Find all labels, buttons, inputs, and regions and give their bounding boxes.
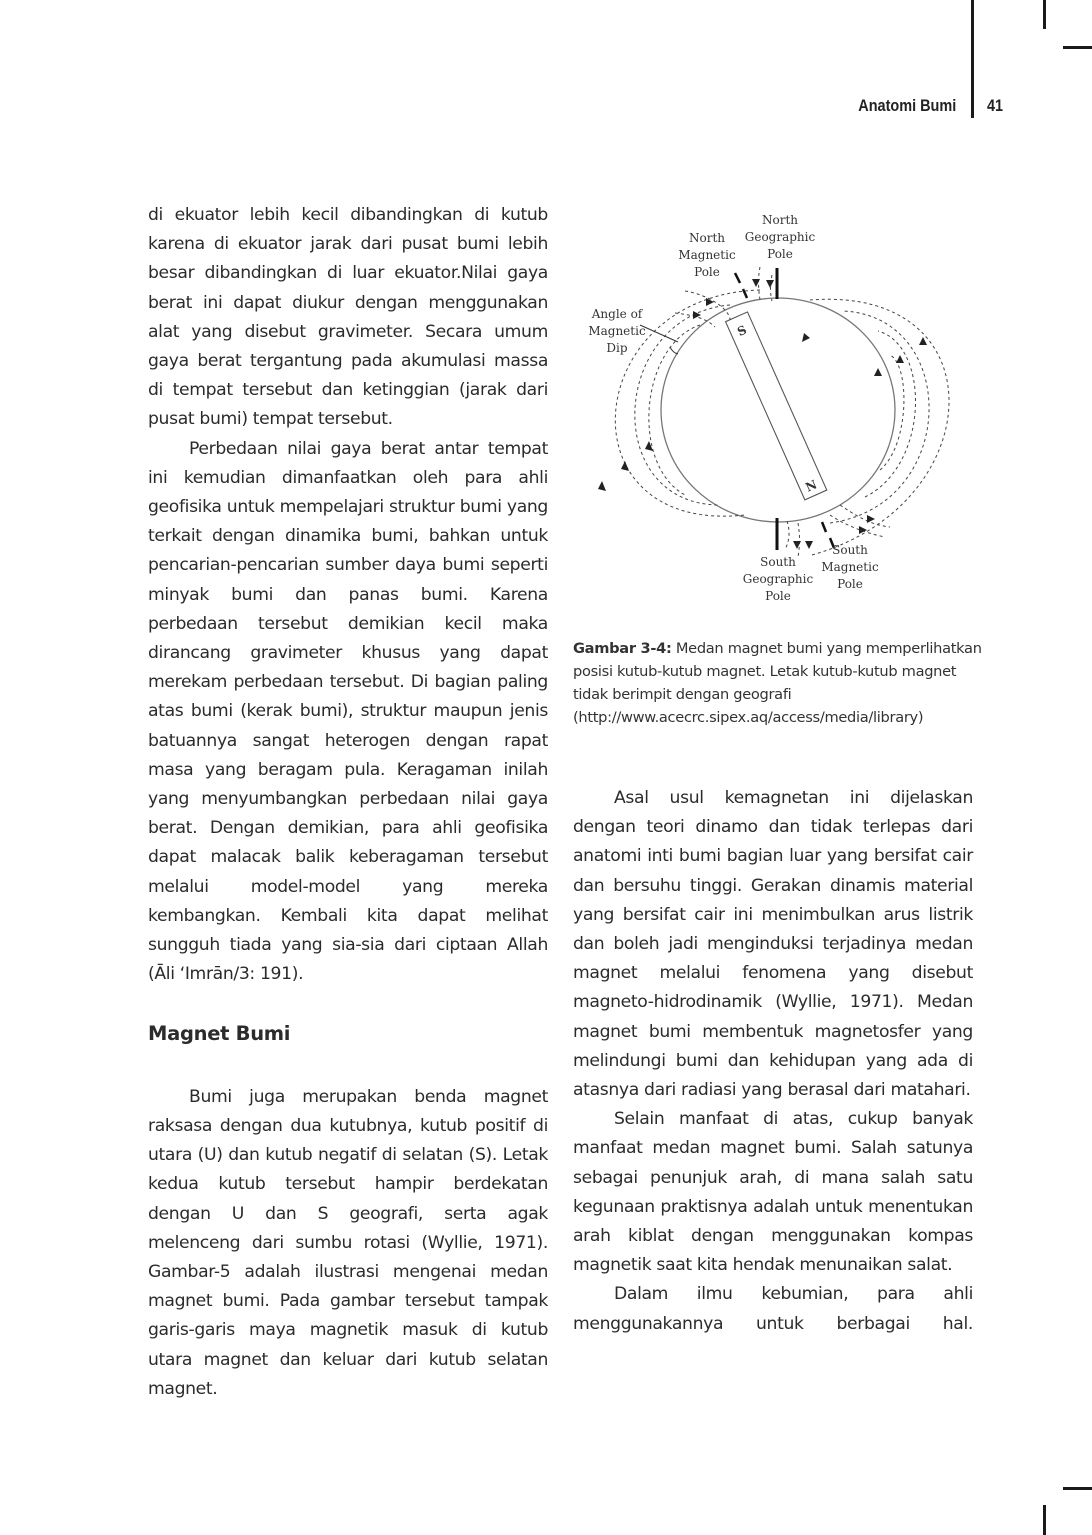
south-magnetic-axis — [822, 522, 826, 532]
crop-mark-bottom-horizontal — [1063, 1487, 1092, 1490]
section-heading: Magnet Bumi — [148, 1022, 291, 1046]
left-column — [148, 201, 548, 1404]
north-geographic-label: North — [761, 213, 799, 227]
paragraph: Perbedaan nilai gaya berat antar tempat ini kemudian dimanfaatkan oleh para ahli geofisika untuk mempelajari struktur bumi yang terkait dengan dinamika bumi, bahkan untuk pencarian-pencarian sumber daya bumi seperti minyak bumi dan panas bumi. Karena perbedaan tersebut demikian kecil maka dirancang gravimeter khusus yang dapat merekam perbedaan tersebut. Di bagian paling atas bumi (kerak bumi), struktur maupun jenis batuannya sangat heterogen dengan rapat masa yang beragam pula. Keragaman inilah yang menyumbangkan perbedaan nilai gaya berat. Dengan demikian, para ahli geofisika dapat malacak balik keberagaman tersebut melalui model-model yang mereka kembangkan. Kembali kita dapat melihat sungguh tiada yang sia-sia dari ciptaan Allah (Āli ‘Imrān/3: 191). — [148, 438, 548, 985]
magnet-south-label: S — [735, 322, 749, 339]
paragraph: Dalam ilmu kebumian, para ahli menggunakannya untuk berbagai hal. — [573, 1284, 973, 1334]
south-geographic-label: Pole — [765, 589, 791, 603]
caption-text: Medan magnet bumi yang memperlihatkan posisi kutub-kutub magnet. Letak kutub-kutub magnet tidak berimpit dengan geografi (http://www.acecrc.sipex.aq/access/media/library) — [573, 640, 982, 726]
north-geographic-label: Pole — [767, 247, 793, 261]
south-magnetic-label: South — [832, 543, 868, 557]
north-magnetic-axis — [735, 273, 740, 283]
right-column — [573, 784, 973, 1339]
north-magnetic-label: Pole — [694, 265, 720, 279]
page-number: 41 — [987, 96, 1004, 115]
magnet-north-label: N — [803, 477, 820, 495]
paragraph: di ekuator lebih kecil dibandingkan di kutub karena di ekuator jarak dari pusat bumi lebih besar dibandingkan di luar ekuator.Nilai gaya berat ini dapat diukur dengan menggunakan alat yang disebut gravimeter. Secara umum gaya berat tergantung pada akumulasi massa di tempat tersebut dan ketinggian (jarak dari pusat bumi) tempat tersebut. — [148, 205, 548, 430]
crop-mark-top-horizontal — [1063, 46, 1092, 49]
angle-of-dip-label: Angle of — [591, 307, 643, 321]
south-geographic-label: Geographic — [742, 572, 814, 586]
south-magnetic-label: Pole — [837, 577, 863, 591]
north-magnetic-axis — [743, 289, 747, 298]
chapter-title: Anatomi Bumi — [858, 96, 956, 115]
south-magnetic-label: Magnetic — [821, 560, 879, 574]
crop-mark-top-vertical — [1043, 0, 1046, 29]
figure-caption — [573, 637, 983, 729]
north-magnetic-label: North — [688, 231, 726, 245]
angle-of-dip-label: Dip — [606, 341, 628, 355]
magnetic-field-diagram — [580, 205, 980, 610]
bar-magnet — [726, 312, 827, 500]
north-geographic-label: Geographic — [744, 230, 816, 244]
running-head — [0, 96, 1092, 120]
paragraph: Asal usul kemagnetan ini dijelaskan dengan teori dinamo dan tidak terlepas dari anatomi inti bumi bagian luar yang bersifat cair dan bersuhu tinggi. Gerakan dinamis material yang bersifat cair ini menimbulkan arus listrik dan boleh jadi menginduksi terjadinya medan magnet melalui fenomena yang disebut magneto-hidrodinamik (Wyllie, 1971). Medan magnet bumi membentuk magnetosfer yang melindungi bumi dan kehidupan yang ada di atasnya dari radiasi yang berasal dari matahari. — [573, 788, 973, 1101]
south-geographic-label: South — [760, 555, 796, 569]
north-magnetic-label: Magnetic — [678, 248, 736, 262]
crop-mark-bottom-vertical — [1043, 1505, 1046, 1535]
paragraph: Selain manfaat di atas, cukup banyak manfaat medan magnet bumi. Salah satunya sebagai penunjuk arah, di mana salah satu kegunaan praktisnya adalah untuk menentukan arah kiblat dengan menggunakan kompas magnetik saat kita hendak menunaikan salat. — [573, 1109, 973, 1276]
field-arrows — [598, 279, 927, 549]
angle-of-dip-label: Magnetic — [588, 324, 646, 338]
caption-label: Gambar 3-4: — [573, 640, 672, 657]
paragraph: Bumi juga merupakan benda magnet raksasa dengan dua kutubnya, kutub positif di utara (U) dan kutub negatif di selatan (S). Letak kedua kutub tersebut hampir berdekatan dengan U dan S geografi, serta agak melenceng dari sumbu rotasi (Wyllie, 1971). Gambar-5 adalah ilustrasi mengenai medan magnet bumi. Pada gambar tersebut tampak garis-garis maya magnetik masuk di kutub utara magnet dan keluar dari kutub selatan magnet. — [148, 1086, 548, 1399]
